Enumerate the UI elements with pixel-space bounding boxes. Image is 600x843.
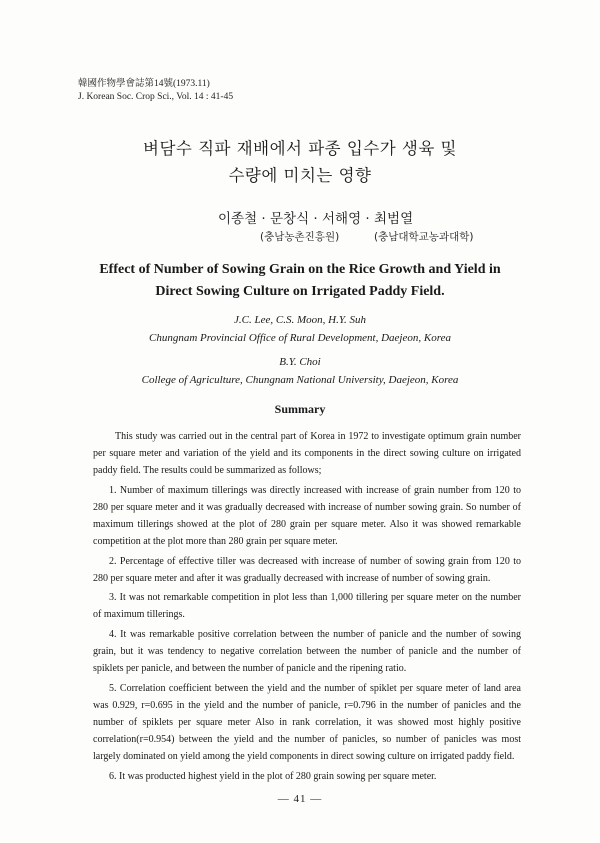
korean-title-line-2: 수량에 미치는 영향 — [228, 166, 372, 185]
korean-affiliation-1: (충남농촌진흥원) — [260, 231, 340, 243]
page-number: — 41 — — [277, 793, 323, 805]
korean-title-line-1: 벼담수 직파 재배에서 파종 입수가 생육 및 — [143, 139, 457, 158]
summary-paragraph: 4. It was remarkable positive correlation between the number of panicle and the number of sowing grain, but it was tendency to negative correlation between the number of panicle and the number of spiklets per panicle, and between the number of panicle and the ripening ratio. — [93, 629, 521, 675]
journal-citation-english: J. Korean Soc. Crop Sci., Vol. 14 : 41-45 — [78, 92, 234, 102]
author-affiliation-group-2: College of Agriculture, Chungnam National University, Daejeon, Korea — [141, 374, 459, 386]
korean-authors: 이종철 · 문창식 · 서해영 · 최범열 — [218, 211, 414, 227]
journal-citation-korean: 韓國作物學會誌第14號(1973.11) — [78, 79, 210, 89]
summary-paragraph: 5. Correlation coefficient between the yield and the number of spiklet per square meter of land area was 0.929, r=0.695 in the yield and the number of panicle, r=0.796 in the number of panicles and the number of spiklets per square meter Also in rank correlation, it was showed most highly positive correlation(r=0.954) between the yield and the number of panicles, so number of panicles was most largely dominated on yield among the yield components in direct sowing culture on irrigated paddy field. — [93, 682, 521, 763]
journal-citation — [78, 78, 233, 104]
summary-paragraph: 2. Percentage of effective tiller was decreased with increase of number of sowing grain from 120 to 280 per square meter and after it was gradually decreased with increase of number of sowing grain. — [93, 555, 521, 584]
summary-paragraph: 6. It was producted highest yield in the plot of 280 grain sowing per square meter. — [109, 770, 437, 782]
english-title-line-1: Effect of Number of Sowing Grain on the Rice Growth and Yield in — [99, 262, 501, 277]
summary-paragraph: This study was carried out in the central part of Korea in 1972 to investigate optimum grain number per square meter and variation of the yield and its components in the direct sowing culture on irrigated paddy field. The results could be summarized as follows; — [93, 431, 521, 477]
author-names-group-2: B.Y. Choi — [279, 356, 321, 368]
english-title-line-2: Direct Sowing Culture on Irrigated Paddy Field. — [155, 284, 445, 299]
summary-paragraph: 1. Number of maximum tillerings was directly increased with increase of grain number from 120 to 280 per square meter and it was gradually decreased with increase of number sowing grain. So number of maximum tillerings showed at the plot of 280 grain per square meter. Also it was showed remarkable competition at the plot more than 280 grain per square meter. — [93, 484, 521, 548]
korean-affiliation-2: (충남대학교농과대학) — [374, 231, 474, 243]
summary-body — [93, 428, 521, 787]
summary-heading: Summary — [274, 402, 326, 416]
author-affiliation-group-1: Chungnam Provincial Office of Rural Development, Daejeon, Korea — [149, 332, 451, 344]
author-names-group-1: J.C. Lee, C.S. Moon, H.Y. Suh — [234, 314, 366, 326]
summary-paragraph: 3. It was not remarkable competition in plot less than 1,000 tillering per square meter on the number of maximum tillerings. — [93, 592, 521, 621]
